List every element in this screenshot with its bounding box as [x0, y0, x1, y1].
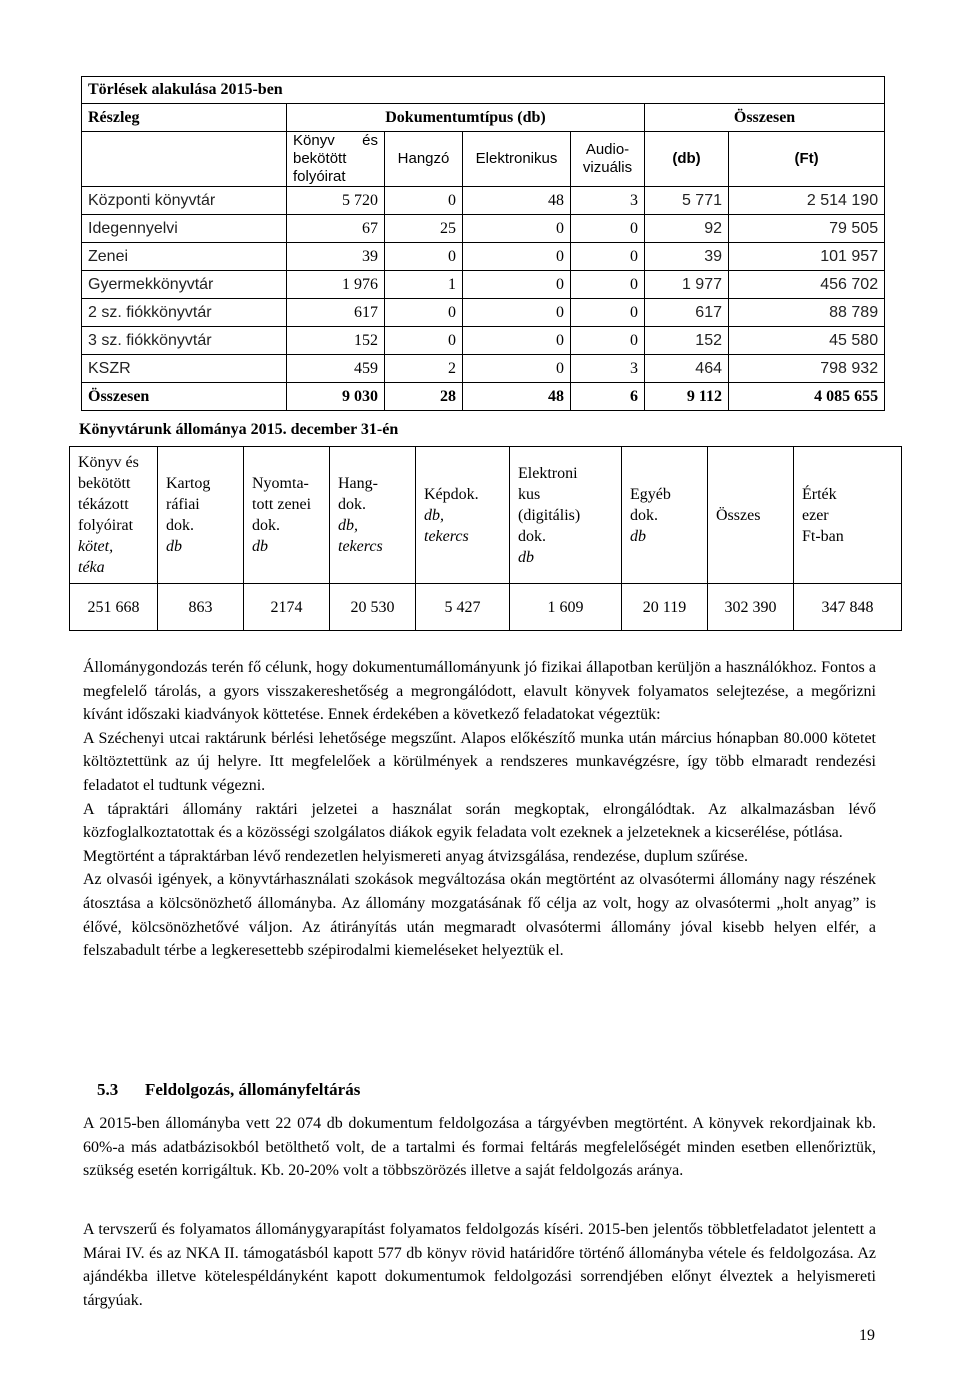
holdings-table-title: Könyvtárunk állománya 2015. december 31-én: [79, 421, 399, 438]
section-heading: [97, 1080, 360, 1100]
row-value: 0: [571, 327, 645, 355]
section-number: 5.3: [97, 1080, 119, 1099]
holdings-header-cell: Hang- dok. db, tekercs: [330, 447, 416, 584]
holdings-value-cell: 2174: [244, 584, 330, 631]
row-label: 2 sz. fiókkönyvtár: [82, 299, 287, 327]
holdings-value-cell: 863: [158, 584, 244, 631]
body-paragraph: A Széchenyi utcai raktárunk bérlési lehetősége megszűnt. Alapos előkészítő munka után március hónapban 80.000 kötetet költöztettünk az új helyre. Itt megfelelőek a körülmények a rendszeres munkavégzésre, így több elmaradt rendezési feladatot el tudtunk végezni.: [83, 729, 876, 794]
holdings-value-cell: 5 427: [416, 584, 510, 631]
holdings-value-cell: 251 668: [70, 584, 158, 631]
holdings-header-cell: Egyéb dok. db: [622, 447, 708, 584]
subheader-elektronikus: Elektronikus: [463, 132, 571, 187]
row-value: 79 505: [729, 215, 885, 243]
holdings-header-cell: Érték ezer Ft-ban: [794, 447, 902, 584]
row-value: 1 976: [287, 271, 385, 299]
row-value: 459: [287, 355, 385, 383]
row-value: 456 702: [729, 271, 885, 299]
row-value: 617: [287, 299, 385, 327]
subheader-audiovizualis: Audio- vizuális: [571, 132, 645, 187]
row-value: 0: [463, 327, 571, 355]
deletions-table-caption: Törlések alakulása 2015-ben: [82, 77, 885, 104]
row-label: Központi könyvtár: [82, 187, 287, 215]
subheader-ft: (Ft): [729, 132, 885, 187]
table-row: [82, 271, 885, 299]
row-value: 0: [385, 243, 463, 271]
table-row: [82, 187, 885, 215]
subheader-hangzo: Hangzó: [385, 132, 463, 187]
row-value: 92: [645, 215, 729, 243]
processing-paragraph: A 2015-ben állományba vett 22 074 db dokumentum feldolgozása a tárgyévben megtörtént. A könyvek rekordjainak kb. 60%-a más adatbázisokból betölthető volt, de a tartalmi és formai feltárás megfelelőségét minden esetben ellenőriztük, szükség esetén korrigáltuk. Kb. 20-20% volt a többszörözés illetve a saját feldolgozás aránya.: [83, 1115, 876, 1180]
holdings-header-cell: Kartog ráfiai dok. db: [158, 447, 244, 584]
row-value: 25: [385, 215, 463, 243]
row-value: 45 580: [729, 327, 885, 355]
row-label: Zenei: [82, 243, 287, 271]
holdings-value-cell: 1 609: [510, 584, 622, 631]
header-osszesen: Összesen: [645, 104, 885, 132]
table-row: [82, 215, 885, 243]
row-value: 101 957: [729, 243, 885, 271]
row-value: 152: [287, 327, 385, 355]
holdings-header-cell: Elektroni kus (digitális) dok. db: [510, 447, 622, 584]
holdings-value-cell: 20 530: [330, 584, 416, 631]
table-row: [82, 299, 885, 327]
holdings-header-cell: Könyv és bekötött tékázott folyóirat kötet, téka: [70, 447, 158, 584]
table-row: [82, 327, 885, 355]
row-value: 0: [571, 243, 645, 271]
row-value: 39: [287, 243, 385, 271]
row-value: 0: [571, 271, 645, 299]
row-value: 0: [385, 327, 463, 355]
row-value: 2: [385, 355, 463, 383]
row-value: 0: [463, 271, 571, 299]
header-reszleg: Részleg: [82, 104, 287, 132]
row-value: 39: [645, 243, 729, 271]
body-paragraph: Állománygondozás terén fő célunk, hogy dokumentumállományunk jó fizikai állapotban kerüljön a használókhoz. Fontos a megfelelő tárolás, a gyors visszakereshetőség a megrongálódott, elavult könyvek folyamatos selejtezése, a megőrizni kívánt időszaki kiadványok köttetése. Ennek érdekében a következő feladatokat végeztük:: [83, 659, 876, 724]
row-value: 48: [463, 187, 571, 215]
row-label: 3 sz. fiókkönyvtár: [82, 327, 287, 355]
row-value: 0: [463, 355, 571, 383]
acquisition-paragraph: A tervszerű és folyamatos állománygyarapítást folyamatos feldolgozás kíséri. 2015-ben jelentős többletfeladatot jelentett a Márai IV. és az NKA II. támogatásból kapott 577 db könyv rövid határidőre történő állományba vétele és feldolgozása. Az ajándékba illetve kötelespéldányként kapott dokumentumok feldolgozási sorrendjében előnyt élveztek a helyismereti tárgyúak.: [83, 1221, 876, 1309]
row-value: 5 771: [645, 187, 729, 215]
row-label: KSZR: [82, 355, 287, 383]
page-number: 19: [859, 1327, 875, 1344]
row-value: 0: [571, 299, 645, 327]
holdings-header-cell: Képdok. db, tekercs: [416, 447, 510, 584]
section-title: Feldolgozás, állományfeltárás: [145, 1080, 361, 1099]
maintenance-paragraphs: [83, 656, 876, 963]
holdings-value-cell: 302 390: [708, 584, 794, 631]
row-value: 0: [571, 215, 645, 243]
holdings-header-cell: Nyomta- tott zenei dok. db: [244, 447, 330, 584]
holdings-table: [69, 446, 902, 631]
row-value: 0: [463, 299, 571, 327]
row-value: 0: [385, 187, 463, 215]
body-paragraph: A tápraktári állomány raktári jelzetei a használat során megkoptak, elrongálódtak. Az alkalmazásban lévő közfoglalkoztatottak és a közösségi szolgálatos diákok egyik feladata volt ezeknek a jelzeteknek a kicserélése, pótlása.: [83, 800, 876, 842]
table-row: [82, 355, 885, 383]
row-value: 798 932: [729, 355, 885, 383]
row-label: Gyermekkönyvtár: [82, 271, 287, 299]
table-row: [82, 243, 885, 271]
row-value: 3: [571, 355, 645, 383]
holdings-header-cell: Összes: [708, 447, 794, 584]
row-value: 3: [571, 187, 645, 215]
body-paragraph: Az olvasói igények, a könyvtárhasználati szokások megváltozása okán megtörtént az olvasótermi állomány nagy részének átosztása a kölcsönözhető állományba. Az állomány mozgatásának fő célja az volt, hogy az olvasótermi „holt anyag” is élővé, kölcsönözhetővé váljon. Az átirányítás után megmaradt olvasótermi állomány jóval kisebb helyen elfér, a felszabadult térbe a legkeresettebb szépirodalmi kiemeléseket helyeztük el.: [83, 871, 876, 960]
holdings-value-cell: 347 848: [794, 584, 902, 631]
subheader-db: (db): [645, 132, 729, 187]
row-value: 67: [287, 215, 385, 243]
header-dokumentumtipus: Dokumentumtípus (db): [287, 104, 645, 132]
subheader-empty: [82, 132, 287, 187]
row-value: 0: [463, 243, 571, 271]
body-paragraph: Megtörtént a tápraktárban lévő rendezetlen helyismereti anyag átvizsgálása, rendezése, duplum szűrése.: [83, 847, 749, 865]
row-value: 617: [645, 299, 729, 327]
subheader-konyv: Könyv és bekötött folyóirat: [287, 132, 385, 187]
row-value: 88 789: [729, 299, 885, 327]
deletions-table: [81, 76, 885, 411]
row-value: 0: [385, 299, 463, 327]
row-value: 464: [645, 355, 729, 383]
row-value: 2 514 190: [729, 187, 885, 215]
row-value: 0: [463, 215, 571, 243]
holdings-value-cell: 20 119: [622, 584, 708, 631]
row-value: 1: [385, 271, 463, 299]
row-label: Idegennyelvi: [82, 215, 287, 243]
row-value: 152: [645, 327, 729, 355]
table-row-total: Összesen 9 030 28 48 6 9 112 4 085 655: [82, 383, 885, 411]
row-value: 5 720: [287, 187, 385, 215]
row-value: 1 977: [645, 271, 729, 299]
